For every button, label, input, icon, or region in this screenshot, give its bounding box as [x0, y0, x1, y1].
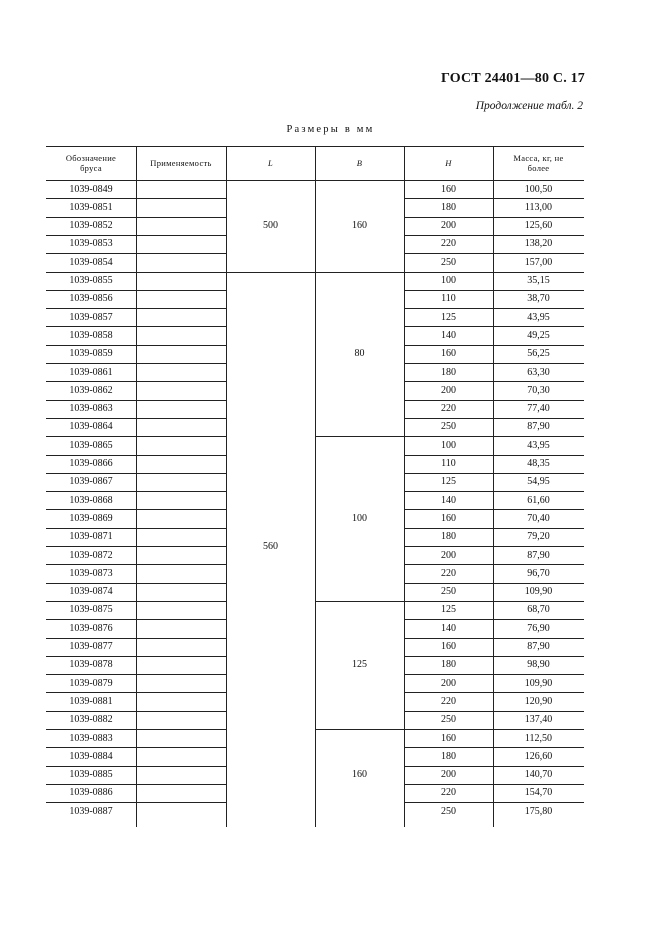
h-cell: 100: [441, 439, 456, 451]
designation-cell: 1039-0866: [69, 458, 113, 469]
mass-cell: 120,90: [524, 695, 553, 707]
column-header-applicability-text: Применяемость: [150, 158, 212, 168]
designation-cell: 1039-0856: [69, 293, 113, 305]
column-divider: [493, 146, 494, 827]
mass-cell: 96,70: [527, 567, 550, 579]
h-cell: 160: [441, 183, 456, 195]
applicability-cell: [136, 693, 226, 711]
applicability-cell: [136, 675, 226, 693]
h-cell: 180: [441, 750, 456, 762]
designation-cell: 1039-0862: [69, 384, 113, 396]
column-header-mass: [493, 146, 584, 180]
mass-cell: 109,90: [524, 586, 553, 598]
applicability-cell: [136, 528, 226, 546]
column-header-l-text: L: [267, 158, 274, 168]
applicability-cell: [136, 784, 226, 802]
designation-cell: 1039-0849: [69, 183, 113, 195]
h-cell: 200: [441, 769, 456, 781]
column-header-h: [404, 146, 493, 180]
mass-cell: 140,70: [524, 769, 553, 781]
applicability-cell: [136, 290, 226, 308]
mass-cell: 87,90: [527, 641, 550, 652]
applicability-cell: [136, 254, 226, 272]
h-cell: 125: [441, 604, 456, 616]
applicability-cell: [136, 583, 226, 601]
designation-cell: 1039-0874: [69, 586, 113, 598]
h-cell: 125: [441, 311, 456, 323]
designation-cell: 1039-0854: [69, 256, 113, 268]
applicability-cell: [136, 492, 226, 510]
mass-cell: 87,90: [527, 549, 550, 561]
applicability-cell: [136, 235, 226, 253]
applicability-cell: [136, 730, 226, 748]
designation-cell: 1039-0886: [69, 787, 113, 799]
h-cell: 110: [441, 458, 456, 469]
h-cell: 200: [441, 677, 456, 689]
h-cell: 140: [441, 494, 456, 506]
applicability-cell: [136, 181, 226, 199]
applicability-cell: [136, 601, 226, 619]
h-cell: 250: [441, 256, 456, 268]
designation-cell: 1039-0873: [69, 567, 113, 579]
applicability-cell: [136, 748, 226, 766]
b-group-cell: 80: [354, 348, 365, 360]
h-cell: 125: [441, 476, 456, 488]
mass-cell: 76,90: [527, 622, 550, 634]
mass-cell: 70,40: [527, 512, 550, 524]
designation-cell: 1039-0869: [69, 512, 113, 524]
h-cell: 200: [441, 384, 456, 396]
designation-cell: 1039-0871: [69, 531, 113, 543]
h-cell: 110: [441, 293, 456, 305]
applicability-cell: [136, 364, 226, 382]
designation-cell: 1039-0877: [69, 641, 113, 652]
designation-cell: 1039-0868: [69, 494, 113, 506]
applicability-cell: [136, 217, 226, 235]
h-cell: 250: [441, 805, 456, 817]
l-group-cell: 500: [263, 220, 278, 232]
designation-cell: 1039-0858: [69, 329, 113, 341]
dimensions-table: [46, 146, 584, 836]
column-header-designation-text: Обозначение бруса: [65, 153, 117, 173]
mass-cell: 98,90: [527, 659, 550, 671]
designation-cell: 1039-0882: [69, 714, 113, 726]
designation-cell: 1039-0859: [69, 348, 113, 360]
designation-cell: 1039-0861: [69, 366, 113, 378]
applicability-cell: [136, 473, 226, 491]
applicability-cell: [136, 327, 226, 345]
h-cell: 160: [441, 732, 456, 744]
mass-cell: 109,90: [524, 677, 553, 689]
b-group-cell: 160: [352, 769, 367, 781]
mass-cell: 35,15: [527, 275, 550, 286]
mass-cell: 112,50: [524, 732, 553, 744]
h-cell: 220: [441, 403, 456, 415]
h-cell: 250: [441, 421, 456, 433]
h-cell: 180: [441, 366, 456, 378]
mass-cell: 100,50: [524, 183, 553, 195]
column-header-l: [226, 146, 315, 180]
applicability-cell: [136, 455, 226, 473]
column-divider: [315, 146, 316, 827]
h-cell: 220: [441, 238, 456, 250]
h-cell: 160: [441, 641, 456, 652]
applicability-cell: [136, 766, 226, 784]
applicability-cell: [136, 400, 226, 418]
designation-cell: 1039-0852: [69, 220, 113, 232]
h-cell: 180: [441, 201, 456, 213]
designation-cell: 1039-0876: [69, 622, 113, 634]
h-cell: 100: [441, 275, 456, 286]
b-group-cell: 125: [352, 659, 367, 671]
mass-cell: 175,80: [524, 805, 553, 817]
mass-cell: 154,70: [524, 787, 553, 799]
applicability-cell: [136, 638, 226, 656]
column-divider: [226, 146, 227, 827]
mass-cell: 70,30: [527, 384, 550, 396]
h-cell: 200: [441, 549, 456, 561]
applicability-cell: [136, 547, 226, 565]
h-cell: 140: [441, 622, 456, 634]
mass-cell: 79,20: [527, 531, 550, 543]
mass-cell: 63,30: [527, 366, 550, 378]
designation-cell: 1039-0885: [69, 769, 113, 781]
designation-cell: 1039-0853: [69, 238, 113, 250]
designation-cell: 1039-0865: [69, 439, 113, 451]
b-group-cell: 160: [352, 220, 367, 232]
designation-cell: 1039-0855: [69, 275, 113, 286]
h-cell: 250: [441, 586, 456, 598]
units-label: Размеры в мм: [286, 124, 375, 135]
applicability-cell: [136, 437, 226, 455]
designation-cell: 1039-0851: [69, 201, 113, 213]
applicability-cell: [136, 803, 226, 821]
mass-cell: 138,20: [524, 238, 553, 250]
designation-cell: 1039-0883: [69, 732, 113, 744]
b-group-cell: 100: [352, 513, 367, 525]
mass-cell: 54,95: [527, 476, 550, 488]
mass-cell: 126,60: [524, 750, 553, 762]
applicability-cell: [136, 345, 226, 363]
applicability-cell: [136, 510, 226, 528]
mass-cell: 68,70: [527, 604, 550, 616]
mass-cell: 113,00: [524, 201, 553, 213]
applicability-cell: [136, 272, 226, 290]
column-header-mass-text: Масса, кг, не более: [513, 153, 564, 173]
h-cell: 200: [441, 220, 456, 232]
mass-cell: 49,25: [527, 329, 550, 341]
h-cell: 140: [441, 329, 456, 341]
applicability-cell: [136, 620, 226, 638]
h-cell: 220: [441, 567, 456, 579]
column-header-applicability: [136, 146, 226, 180]
designation-cell: 1039-0887: [69, 805, 113, 817]
designation-cell: 1039-0872: [69, 549, 113, 561]
applicability-cell: [136, 418, 226, 436]
column-header-b: [315, 146, 404, 180]
h-cell: 180: [441, 659, 456, 671]
h-cell: 220: [441, 695, 456, 707]
mass-cell: 43,95: [527, 439, 550, 451]
l-group-cell: 560: [263, 540, 278, 552]
mass-cell: 125,60: [524, 220, 553, 232]
table-continuation-label: Продолжение табл. 2: [475, 100, 583, 112]
applicability-cell: [136, 199, 226, 217]
designation-cell: 1039-0875: [69, 604, 113, 616]
designation-cell: 1039-0863: [69, 403, 113, 415]
column-header-designation: [46, 146, 136, 180]
applicability-cell: [136, 309, 226, 327]
applicability-cell: [136, 382, 226, 400]
mass-cell: 56,25: [527, 348, 550, 360]
h-cell: 250: [441, 714, 456, 726]
designation-cell: 1039-0878: [69, 659, 113, 671]
designation-cell: 1039-0867: [69, 476, 113, 488]
applicability-cell: [136, 565, 226, 583]
designation-cell: 1039-0884: [69, 750, 113, 762]
column-header-h-text: H: [445, 158, 452, 168]
applicability-cell: [136, 656, 226, 674]
mass-cell: 48,35: [527, 458, 550, 469]
h-cell: 160: [441, 348, 456, 360]
mass-cell: 77,40: [527, 403, 550, 415]
mass-cell: 87,90: [527, 421, 550, 433]
column-header-b-text: B: [356, 158, 363, 168]
designation-cell: 1039-0857: [69, 311, 113, 323]
designation-cell: 1039-0879: [69, 677, 113, 689]
mass-cell: 137,40: [524, 714, 553, 726]
mass-cell: 157,00: [524, 256, 553, 268]
h-cell: 160: [441, 512, 456, 524]
applicability-cell: [136, 711, 226, 729]
mass-cell: 61,60: [527, 494, 550, 506]
column-divider: [404, 146, 405, 827]
mass-cell: 43,95: [527, 311, 550, 323]
page-header-title: ГОСТ 24401—80 С. 17: [441, 71, 585, 86]
designation-cell: 1039-0864: [69, 421, 113, 433]
designation-cell: 1039-0881: [69, 695, 113, 707]
column-divider: [136, 146, 137, 827]
h-cell: 220: [441, 787, 456, 799]
mass-cell: 38,70: [527, 293, 550, 305]
h-cell: 180: [441, 531, 456, 543]
